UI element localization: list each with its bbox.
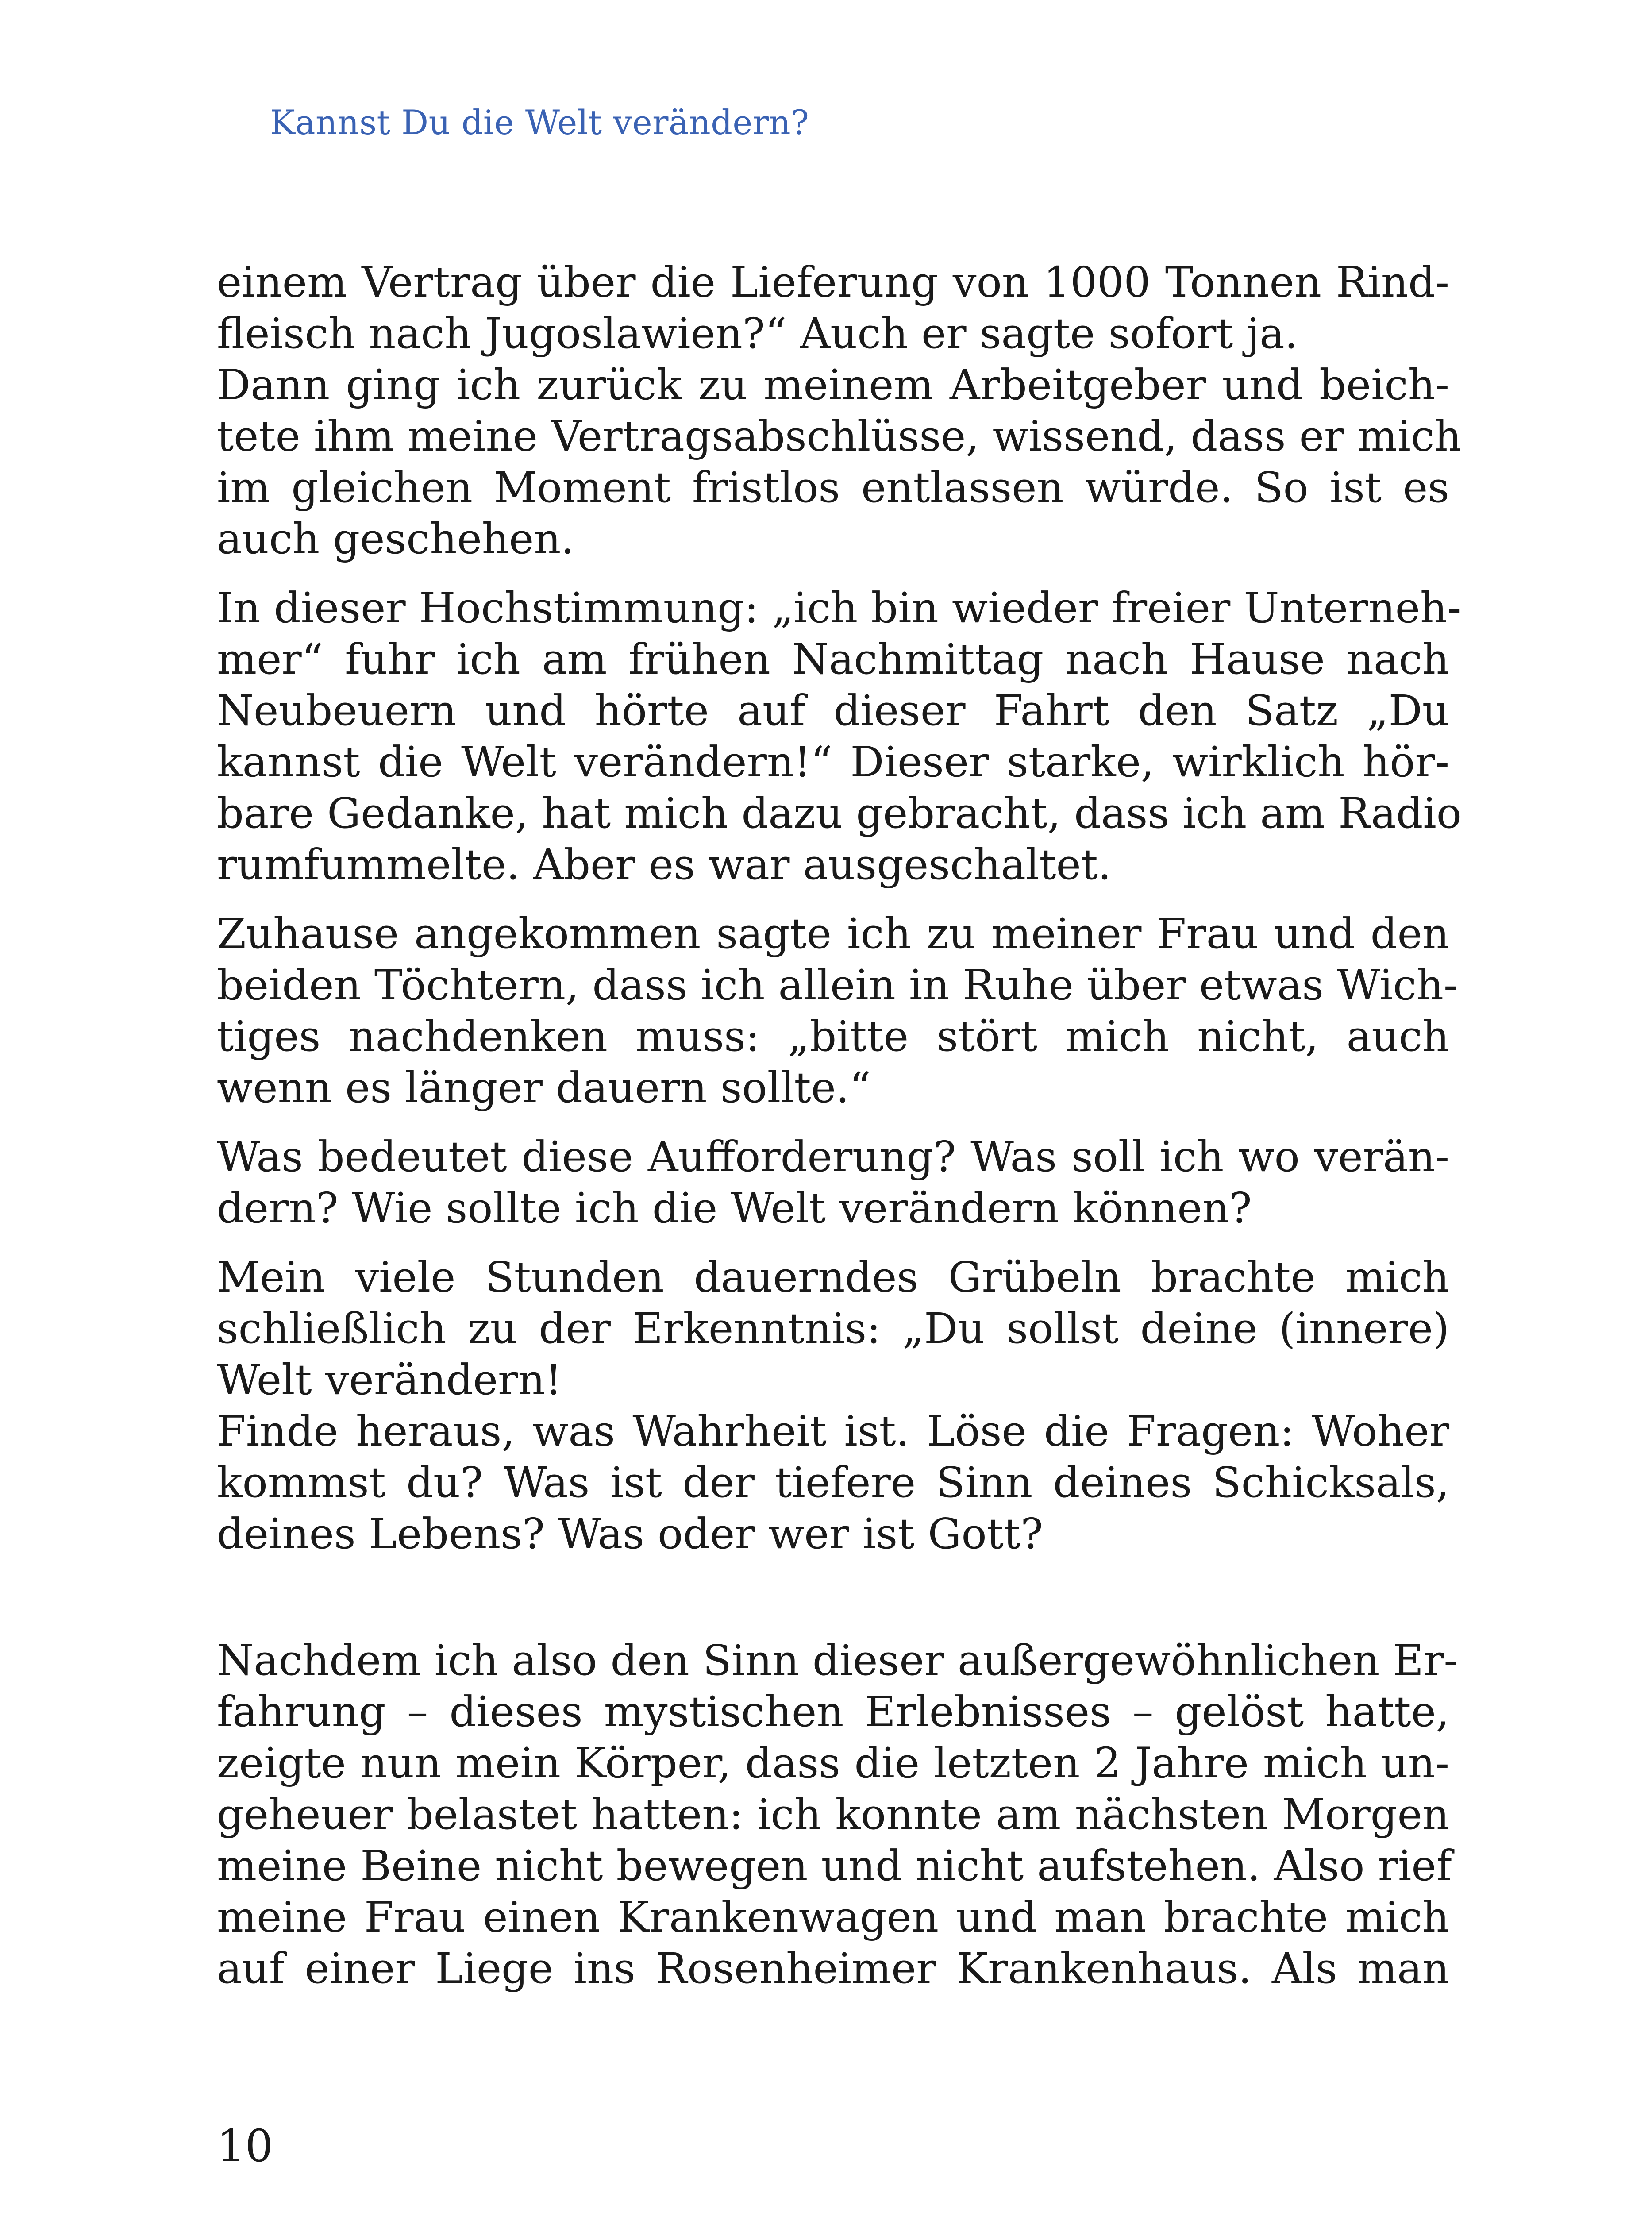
text-line: fleisch nach Jugoslawien?“ Auch er sagte sofort ja.: [217, 309, 1298, 358]
text-line: beiden Töchtern, dass ich allein in Ruhe über etwas Wich-: [217, 961, 1458, 1010]
text-line: tiges nachdenken muss: „bitte stört mich nicht, auch: [217, 1012, 1449, 1061]
text-line: Finde heraus, was Wahrheit ist. Löse die Fragen: Woher: [217, 1407, 1449, 1456]
text-line: Welt verändern!: [217, 1356, 562, 1404]
paragraph: [217, 1131, 1449, 1234]
text-line: kommst du? Was ist der tiefere Sinn deines Schicksals,: [217, 1458, 1449, 1507]
text-line: bare Gedanke, hat mich dazu gebracht, dass ich am Radio: [217, 789, 1462, 838]
paragraph: [217, 1406, 1449, 1560]
text-line: Neubeuern und hörte auf dieser Fahrt den Satz „Du: [217, 686, 1449, 735]
text-line: tete ihm meine Vertragsabschlüsse, wissend, dass er mich: [217, 412, 1462, 461]
text-line: Zuhause angekommen sagte ich zu meiner Frau und den: [217, 910, 1449, 958]
text-line: rumfummelte. Aber es war ausgeschaltet.: [217, 840, 1112, 889]
text-line: einem Vertrag über die Lieferung von 1000 Tonnen Rind-: [217, 258, 1449, 307]
text-line: meine Beine nicht bewegen und nicht aufstehen. Also rief: [217, 1842, 1452, 1890]
paragraph: [217, 1635, 1458, 1994]
text-line: fahrung – dieses mystischen Erlebnisses – gelöst hatte,: [217, 1688, 1449, 1736]
text-line: Nachdem ich also den Sinn dieser außergewöhnlichen Er-: [217, 1636, 1458, 1685]
body-text: [217, 257, 1462, 1994]
text-line: wenn es länger dauern sollte.“: [217, 1064, 871, 1112]
text-line: kannst die Welt verändern!“ Dieser starke, wirklich hör-: [217, 738, 1449, 787]
text-line: schließlich zu der Erkenntnis: „Du sollst deine (innere): [217, 1304, 1449, 1353]
text-line: geheuer belastet hatten: ich konnte am nächsten Morgen: [217, 1790, 1449, 1839]
paragraph: [217, 582, 1462, 891]
text-line: dern? Wie sollte ich die Welt verändern können?: [217, 1184, 1252, 1233]
paragraph: [217, 359, 1462, 565]
text-line: meine Frau einen Krankenwagen und man brachte mich: [217, 1893, 1449, 1942]
text-line: In dieser Hochstimmung: „ich bin wieder freier Unterneh-: [217, 584, 1462, 632]
text-line: zeigte nun mein Körper, dass die letzten 2 Jahre mich un-: [217, 1739, 1449, 1788]
paragraph: [217, 257, 1449, 359]
page-number: 10: [217, 2120, 273, 2172]
paragraph: [217, 908, 1458, 1114]
text-line: Dann ging ich zurück zu meinem Arbeitgeber und beich-: [217, 361, 1449, 409]
text-line: Was bedeutet diese Aufforderung? Was soll ich wo verän-: [217, 1133, 1449, 1181]
text-line: deines Lebens? Was oder wer ist Gott?: [217, 1510, 1044, 1558]
text-line: mer“ fuhr ich am frühen Nachmittag nach Hause nach: [217, 635, 1449, 684]
text-line: auf einer Liege ins Rosenheimer Krankenhaus. Als man: [217, 1944, 1449, 1993]
text-line: auch geschehen.: [217, 515, 574, 563]
paragraph: [217, 1252, 1449, 1406]
running-header: Kannst Du die Welt verändern?: [270, 103, 809, 142]
text-line: Mein viele Stunden dauerndes Grübeln brachte mich: [217, 1253, 1449, 1302]
text-line: im gleichen Moment fristlos entlassen würde. So ist es: [217, 463, 1449, 512]
